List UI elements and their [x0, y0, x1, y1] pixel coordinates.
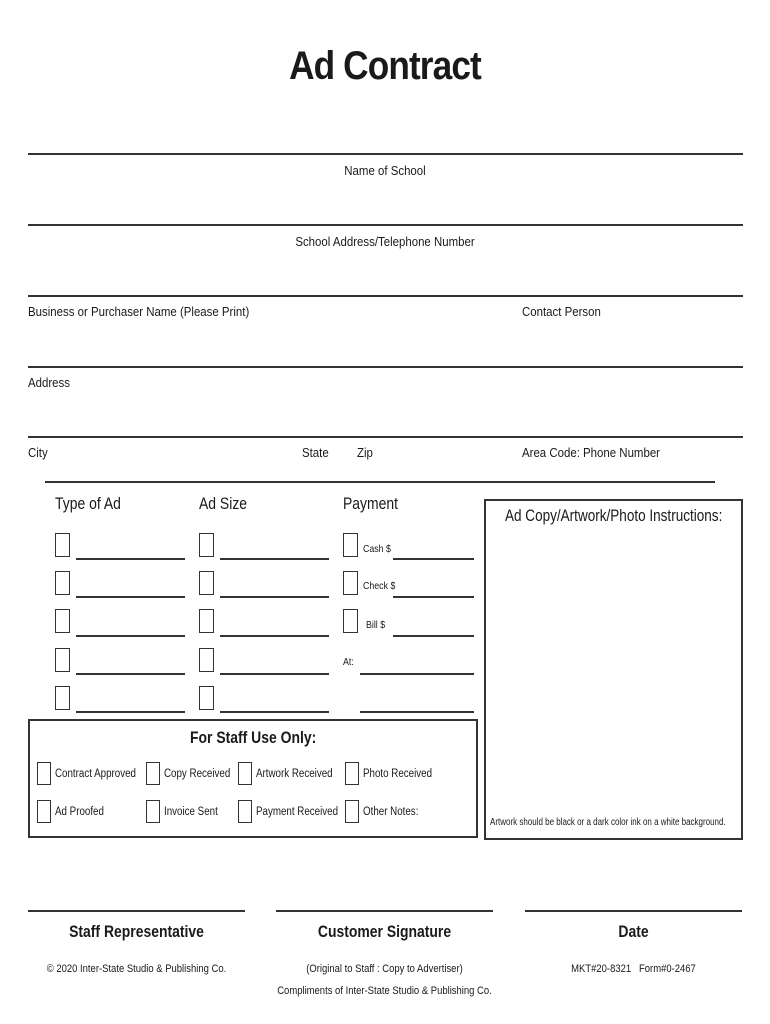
compliments-text: Compliments of Inter-State Studio & Publishing Co. [277, 985, 492, 997]
at-field[interactable] [360, 673, 474, 675]
artwork-received-checkbox[interactable] [238, 762, 252, 785]
type-of-ad-field[interactable] [76, 596, 185, 598]
date-line[interactable] [525, 910, 742, 912]
customer-signature-line[interactable] [276, 910, 493, 912]
type-of-ad-checkbox[interactable] [55, 609, 70, 633]
instructions-note: Artwork should be black or a dark color ink on a white background. [490, 817, 726, 828]
zip-label: Zip [357, 445, 373, 460]
ad-size-checkbox[interactable] [199, 571, 214, 595]
ad-size-checkbox[interactable] [199, 609, 214, 633]
type-of-ad-field[interactable] [76, 711, 185, 713]
form-number-text: MKT#20-8321 Form#0-2467 [571, 963, 696, 975]
ad-size-field[interactable] [220, 596, 329, 598]
copyright-text: © 2020 Inter-State Studio & Publishing Co. [46, 963, 227, 975]
check-checkbox[interactable] [343, 571, 358, 595]
payment-received-checkbox[interactable] [238, 800, 252, 823]
ad-size-field[interactable] [220, 558, 329, 560]
at-label: At: [343, 656, 354, 668]
invoice-sent-checkbox[interactable] [146, 800, 160, 823]
type-of-ad-checkbox[interactable] [55, 533, 70, 557]
copy-received-label: Copy Received [164, 768, 231, 780]
payment-extra-field[interactable] [360, 711, 474, 713]
staff-representative-line[interactable] [28, 910, 245, 912]
contract-approved-checkbox[interactable] [37, 762, 51, 785]
type-of-ad-field[interactable] [76, 673, 185, 675]
check-label: Check $ [363, 580, 396, 592]
other-notes-label: Other Notes: [363, 806, 419, 818]
ad-size-field[interactable] [220, 711, 329, 713]
address-label: Address [28, 375, 70, 390]
address-line[interactable] [28, 366, 743, 368]
ad-size-checkbox[interactable] [199, 533, 214, 557]
school-address-line[interactable] [28, 224, 743, 226]
type-of-ad-header: Type of Ad [55, 494, 121, 513]
phone-label: Area Code: Phone Number [522, 445, 660, 460]
bill-checkbox[interactable] [343, 609, 358, 633]
cash-label: Cash $ [363, 543, 391, 555]
order-section-rule [45, 481, 715, 483]
type-of-ad-field[interactable] [76, 558, 185, 560]
payment-header: Payment [343, 494, 399, 513]
date-label: Date [618, 922, 649, 941]
instructions-panel[interactable] [484, 499, 743, 840]
ad-proofed-label: Ad Proofed [55, 806, 104, 818]
business-name-label: Business or Purchaser Name (Please Print) [28, 304, 250, 319]
city-line[interactable] [28, 436, 743, 438]
photo-received-checkbox[interactable] [345, 762, 359, 785]
cash-checkbox[interactable] [343, 533, 358, 557]
payment-received-label: Payment Received [256, 806, 339, 818]
staff-use-heading: For Staff Use Only: [190, 728, 317, 747]
contract-approved-label: Contract Approved [55, 768, 136, 780]
photo-received-label: Photo Received [363, 768, 433, 780]
invoice-sent-label: Invoice Sent [164, 806, 218, 818]
ad-size-field[interactable] [220, 635, 329, 637]
instructions-heading: Ad Copy/Artwork/Photo Instructions: [505, 507, 723, 525]
cash-amount-field[interactable] [393, 558, 474, 560]
check-amount-field[interactable] [393, 596, 474, 598]
business-name-line[interactable] [28, 295, 743, 297]
name-of-school-line[interactable] [28, 153, 743, 155]
ad-proofed-checkbox[interactable] [37, 800, 51, 823]
copy-received-checkbox[interactable] [146, 762, 160, 785]
original-copy-note: (Original to Staff : Copy to Advertiser) [306, 963, 463, 975]
type-of-ad-checkbox[interactable] [55, 648, 70, 672]
bill-label: Bill $ [366, 619, 386, 631]
bill-amount-field[interactable] [393, 635, 474, 637]
city-label: City [28, 445, 48, 460]
artwork-received-label: Artwork Received [256, 768, 333, 780]
type-of-ad-field[interactable] [76, 635, 185, 637]
ad-size-field[interactable] [220, 673, 329, 675]
state-label: State [302, 445, 329, 460]
type-of-ad-checkbox[interactable] [55, 571, 70, 595]
page-title: Ad Contract [289, 44, 481, 88]
contact-person-label: Contact Person [522, 304, 601, 319]
staff-representative-label: Staff Representative [69, 922, 204, 941]
type-of-ad-checkbox[interactable] [55, 686, 70, 710]
school-address-label: School Address/Telephone Number [295, 234, 475, 249]
ad-size-checkbox[interactable] [199, 648, 214, 672]
customer-signature-label: Customer Signature [317, 922, 452, 941]
other-notes-checkbox[interactable] [345, 800, 359, 823]
ad-size-checkbox[interactable] [199, 686, 214, 710]
ad-size-header: Ad Size [199, 494, 248, 513]
name-of-school-label: Name of School [344, 163, 426, 178]
